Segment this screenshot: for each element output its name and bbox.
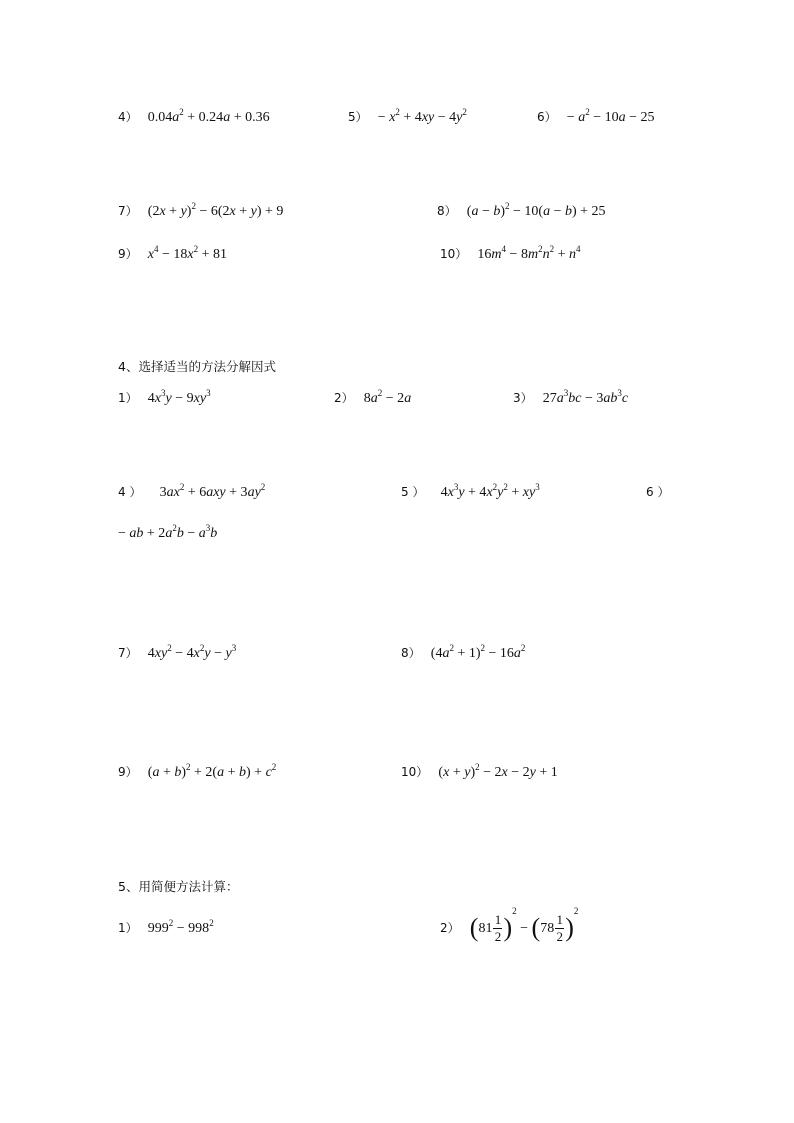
problem-5-1: 1） $999^2 - 998^2$ xyxy=(118,918,214,936)
expr: $4x^3y + 4x^2y^2 + xy^3$ xyxy=(440,482,540,500)
problem-4-5: 5 ） $4x^3y + 4x^2y^2 + xy^3$ xyxy=(401,482,540,500)
problem-3-9: 9） $x^4 - 18x^2 + 81$ xyxy=(118,244,228,262)
fraction: $\frac{1}{2}$ xyxy=(556,912,563,945)
problem-4-4: 4 ） $3ax^2 + 6axy + 3ay^2$ xyxy=(118,482,266,500)
problem-4-9: 9） $(a + b)^2 + 2(a + b) + c^2$ xyxy=(118,762,277,780)
problem-4-10: 10） $(x + y)^2 - 2x - 2y + 1$ xyxy=(401,762,558,780)
problem-3-7: 7） $(2x + y)^2 - 6(2x + y) + 9$ xyxy=(118,201,284,219)
problem-4-2: 2） $8a^2 - 2a$ xyxy=(334,388,412,406)
expr: (81 $\frac{1}{2}$ )$^2$ − (78 $\frac{1}{2}$ )$^2$ xyxy=(469,906,579,945)
expr: $x^4 - 18x^2 + 81$ xyxy=(147,244,228,262)
problem-4-3: 3） $27a^3bc - 3ab^3c$ xyxy=(513,388,629,406)
expr: $(a + b)^2 + 2(a + b) + c^2$ xyxy=(147,762,277,780)
expr: $(2x + y)^2 - 6(2x + y) + 9$ xyxy=(147,201,284,219)
expr: − ab + $2a^2b - a^3b$ xyxy=(118,523,218,541)
expr: $4x^3y - 9xy^3$ xyxy=(147,388,211,406)
problem-3-10: 10） $16m^4 - 8m^2n^2 + n^4$ xyxy=(440,244,581,262)
expr: $16m^4 - 8m^2n^2 + n^4$ xyxy=(477,244,581,262)
expr: $(4a^2 + 1)^2 - 16a^2$ xyxy=(430,643,526,661)
section-4-title: 4、选择适当的方法分解因式 xyxy=(118,359,276,374)
expr: $4xy^2 - 4x^2y - y^3$ xyxy=(147,643,237,661)
expr: $(x + y)^2 - 2x - 2y + 1$ xyxy=(438,762,558,780)
problem-5-2: 2） (81 $\frac{1}{2}$ )$^2$ − (78 $\frac{1}{2}$ )$^2$ xyxy=(440,906,579,945)
expr: − $a^2 - 10a - 25$ xyxy=(566,107,655,125)
problem-4-1: 1） $4x^3y - 9xy^3$ xyxy=(118,388,211,406)
problem-4-6 xyxy=(118,523,218,542)
expr: $27a^3bc - 3ab^3c$ xyxy=(542,388,629,406)
expr: $999^2 - 998^2$ xyxy=(147,918,214,936)
problem-3-5: $5) - x^2 + 4xy - 4y^2$ xyxy=(348,107,467,125)
expr: $(a - b)^2 - 10(a - b) + 25$ xyxy=(466,201,606,219)
section-5-title: 5、用简便方法计算： xyxy=(118,879,239,894)
problem-3-6: $6) - a^2 - 10a - 25$ xyxy=(537,107,655,125)
problem-3-4: 4） $0.04a^2 + 0.24a + 0.36$ xyxy=(118,107,270,125)
problem-4-7: 7） $4xy^2 - 4x^2y - y^3$ xyxy=(118,643,237,661)
problem-3-8: 8） $(a - b)^2 - 10(a - b) + 25$ xyxy=(437,201,606,219)
expr: − $x^2 + 4xy - 4y^2$ xyxy=(377,107,467,125)
expr: $3ax^2 + 6axy + 3ay^2$ xyxy=(159,482,266,500)
expr: $8a^2 - 2a$ xyxy=(363,388,412,406)
fraction: $\frac{1}{2}$ xyxy=(494,912,502,945)
problem-4-6-number: 6 ） xyxy=(646,485,670,499)
expr: $0.04a^2 + 0.24a + 0.36$ xyxy=(147,107,270,125)
problem-4-8: 8） $(4a^2 + 1)^2 - 16a^2$ xyxy=(401,643,526,661)
